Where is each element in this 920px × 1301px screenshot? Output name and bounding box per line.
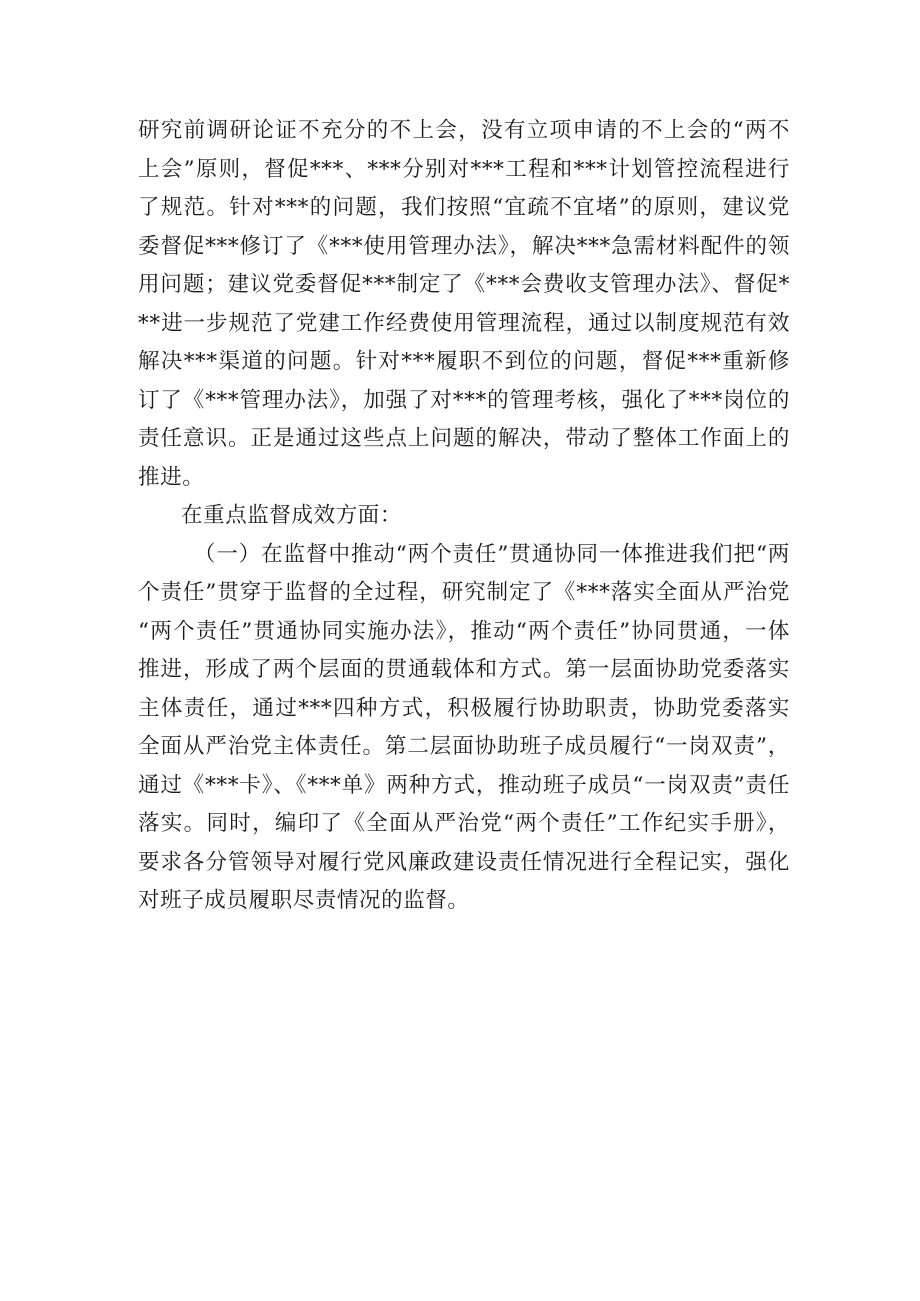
paragraph-section-heading: 在重点监督成效方面： [181,503,403,528]
paragraph-continuation: 研究前调研论证不充分的不上会，没有立项申请的不上会的“两不上会”原则，督促***、***分别对***工程和***计划管控流程进行了规范。针对***的问题，我们按照“宜疏不宜堵”的原则，建议党委督促***修订了《***使用管理办法》，解决***急需材料配件的领用问题；建议党委督促***制定了《***会费收支管理办法》、督促***进一步规范了党建工作经费使用管理流程，通过以制度规范有效解决***渠道的问题。针对***履职不到位的问题，督促***重新修订了《***管理办法》，加强了对***的管理考核，强化了***岗位的责任意识。正是通过这些点上问题的解决，带动了整体工作面上的推进。 [138,118,790,490]
document-page [138,112,790,921]
paragraph-item-one: （一）在监督中推动“两个责任”贯通协同一体推进我们把“两个责任”贯穿于监督的全过程，研究制定了《***落实全面从严治党“两个责任”贯通协同实施办法》，推动“两个责任”协同贯通，一体推进，形成了两个层面的贯通载体和方式。第一层面协助党委落实主体责任，通过***四种方式，积极履行协助职责，协助党委落实全面从严治党主体责任。第二层面协助班子成员履行“一岗双责”，通过《***卡》、《***单》两种方式，推动班子成员“一岗双责”责任落实。同时，编印了《全面从严治党“两个责任”工作纪实手册》，要求各分管领导对履行党风廉政建设责任情况进行全程记实，强化对班子成员履职尽责情况的监督。 [138,541,790,913]
